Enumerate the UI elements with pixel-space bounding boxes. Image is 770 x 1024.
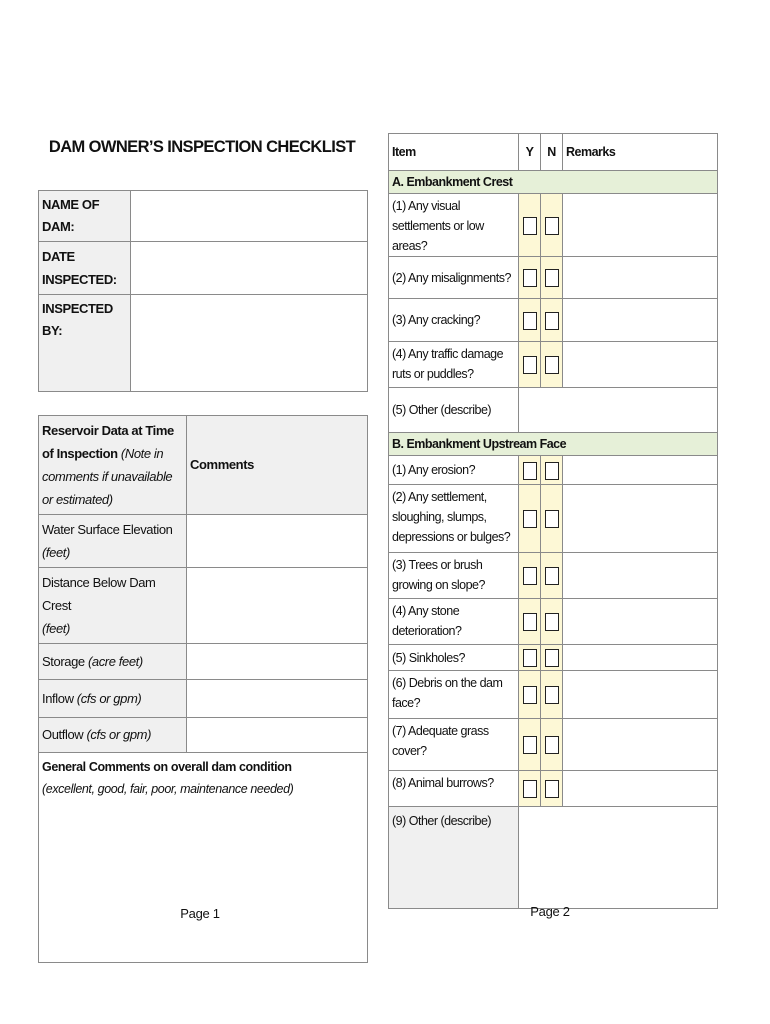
header-yes: Y xyxy=(519,134,541,171)
checklist-item: (2) Any settlement, sloughing, slumps, depressions or bulges? xyxy=(389,485,519,553)
outflow-unit: (cfs or gpm) xyxy=(86,727,152,742)
checklist-item: (1) Any erosion? xyxy=(389,456,519,485)
yes-checkbox[interactable] xyxy=(523,510,537,528)
no-checkbox[interactable] xyxy=(545,510,559,528)
remarks-field[interactable] xyxy=(563,553,718,599)
yes-checkbox[interactable] xyxy=(523,462,537,480)
no-checkbox-cell xyxy=(541,485,563,553)
yes-checkbox[interactable] xyxy=(523,567,537,585)
no-checkbox[interactable] xyxy=(545,462,559,480)
no-checkbox-cell xyxy=(541,553,563,599)
outflow-label: Outflow xyxy=(42,727,84,742)
no-checkbox-cell xyxy=(541,599,563,645)
yes-checkbox[interactable] xyxy=(523,356,537,374)
yes-checkbox-cell xyxy=(519,645,541,671)
yes-checkbox[interactable] xyxy=(523,736,537,754)
reservoir-row-label xyxy=(39,718,187,753)
yes-checkbox[interactable] xyxy=(523,686,537,704)
no-checkbox-cell xyxy=(541,719,563,771)
no-checkbox[interactable] xyxy=(545,312,559,330)
page-2-label: Page 2 xyxy=(530,904,570,919)
checklist-item: (5) Sinkholes? xyxy=(389,645,519,671)
checklist-item: (5) Other (describe) xyxy=(389,388,519,433)
yes-checkbox[interactable] xyxy=(523,269,537,287)
inspection-checklist-table xyxy=(388,133,718,909)
remarks-field[interactable] xyxy=(563,194,718,257)
no-checkbox[interactable] xyxy=(545,613,559,631)
yes-checkbox[interactable] xyxy=(523,217,537,235)
inflow-comment[interactable] xyxy=(187,680,368,718)
no-checkbox-cell xyxy=(541,342,563,388)
other-describe-field[interactable] xyxy=(519,388,718,433)
checklist-item: (8) Animal burrows? xyxy=(389,771,519,807)
checklist-item: (7) Adequate grass cover? xyxy=(389,719,519,771)
section-b-title: B. Embankment Upstream Face xyxy=(389,433,718,456)
reservoir-header xyxy=(39,416,187,515)
yes-checkbox[interactable] xyxy=(523,312,537,330)
remarks-field[interactable] xyxy=(563,342,718,388)
no-checkbox-cell xyxy=(541,645,563,671)
name-of-dam-field[interactable] xyxy=(131,191,368,242)
reservoir-row-label xyxy=(39,680,187,718)
inspected-by-label: INSPECTED BY: xyxy=(39,295,131,392)
no-checkbox[interactable] xyxy=(545,217,559,235)
page-title: DAM OWNER’S INSPECTION CHECKLIST xyxy=(48,138,356,156)
remarks-field[interactable] xyxy=(563,299,718,342)
yes-checkbox-cell xyxy=(519,456,541,485)
comments-header: Comments xyxy=(187,416,368,515)
yes-checkbox-cell xyxy=(519,771,541,807)
remarks-field[interactable] xyxy=(563,645,718,671)
header-item: Item xyxy=(389,134,519,171)
general-comments-note: (excellent, good, fair, poor, maintenance needed) xyxy=(42,782,294,796)
inflow-unit: (cfs or gpm) xyxy=(76,690,142,706)
yes-checkbox-cell xyxy=(519,485,541,553)
checklist-item: (2) Any misalignments? xyxy=(389,257,519,299)
yes-checkbox-cell xyxy=(519,719,541,771)
reservoir-row-label xyxy=(39,568,187,644)
yes-checkbox-cell xyxy=(519,257,541,299)
checklist-item: (6) Debris on the dam face? xyxy=(389,671,519,719)
reservoir-row-label xyxy=(39,644,187,680)
inspected-by-field[interactable] xyxy=(131,295,368,392)
yes-checkbox-cell xyxy=(519,671,541,719)
remarks-field[interactable] xyxy=(563,671,718,719)
storage-comment[interactable] xyxy=(187,644,368,680)
storage-label: Storage xyxy=(42,653,85,669)
water-surface-elevation-label: Water Surface Elevation xyxy=(42,522,173,537)
no-checkbox[interactable] xyxy=(545,686,559,704)
checklist-item: (4) Any traffic damage ruts or puddles? xyxy=(389,342,519,388)
distance-below-crest-label: Distance Below Dam Crest xyxy=(42,575,156,613)
yes-checkbox-cell xyxy=(519,299,541,342)
date-inspected-field[interactable] xyxy=(131,242,368,295)
yes-checkbox-cell xyxy=(519,342,541,388)
water-surface-elevation-unit: (feet) xyxy=(42,545,70,560)
general-comments-title: General Comments on overall dam condition xyxy=(42,760,292,774)
storage-unit: (acre feet) xyxy=(87,653,143,669)
other-describe-field[interactable] xyxy=(519,807,718,909)
reservoir-data-table xyxy=(38,415,368,963)
checklist-item: (4) Any stone deterioration? xyxy=(389,599,519,645)
no-checkbox-cell xyxy=(541,771,563,807)
reservoir-row-label xyxy=(39,515,187,568)
outflow-comment[interactable] xyxy=(187,718,368,753)
date-inspected-label: DATE INSPECTED: xyxy=(39,242,131,295)
section-a-title: A. Embankment Crest xyxy=(389,171,718,194)
no-checkbox[interactable] xyxy=(545,780,559,798)
distance-below-crest-unit: (feet) xyxy=(42,621,70,636)
remarks-field[interactable] xyxy=(563,257,718,299)
dam-info-table xyxy=(38,190,368,392)
checklist-item: (3) Any cracking? xyxy=(389,299,519,342)
yes-checkbox[interactable] xyxy=(523,780,537,798)
remarks-field[interactable] xyxy=(563,599,718,645)
no-checkbox-cell xyxy=(541,257,563,299)
checklist-item: (3) Trees or brush growing on slope? xyxy=(389,553,519,599)
inflow-label: Inflow xyxy=(42,690,74,706)
yes-checkbox[interactable] xyxy=(523,649,537,667)
remarks-field[interactable] xyxy=(563,485,718,553)
no-checkbox[interactable] xyxy=(545,356,559,374)
no-checkbox[interactable] xyxy=(545,567,559,585)
distance-below-crest-comment[interactable] xyxy=(187,568,368,644)
water-surface-elevation-comment[interactable] xyxy=(187,515,368,568)
remarks-field[interactable] xyxy=(563,719,718,771)
yes-checkbox-cell xyxy=(519,599,541,645)
remarks-field[interactable] xyxy=(563,771,718,807)
reservoir-header-title: Reservoir Data at Time of Inspection xyxy=(42,423,174,461)
no-checkbox-cell xyxy=(541,671,563,719)
checklist-item: (1) Any visual settlements or low areas? xyxy=(389,194,519,257)
reservoir-header-note: (Note in comments if unavailable or estimated) xyxy=(42,446,173,507)
no-checkbox-cell xyxy=(541,299,563,342)
general-comments-field[interactable] xyxy=(39,753,368,963)
remarks-field[interactable] xyxy=(563,456,718,485)
yes-checkbox[interactable] xyxy=(523,613,537,631)
no-checkbox-cell xyxy=(541,194,563,257)
header-remarks: Remarks xyxy=(563,134,718,171)
checklist-item: (9) Other (describe) xyxy=(389,807,519,909)
no-checkbox[interactable] xyxy=(545,269,559,287)
no-checkbox-cell xyxy=(541,456,563,485)
yes-checkbox-cell xyxy=(519,194,541,257)
name-of-dam-label: NAME OF DAM: xyxy=(39,191,131,242)
page-1-label: Page 1 xyxy=(180,906,220,921)
no-checkbox[interactable] xyxy=(545,649,559,667)
no-checkbox[interactable] xyxy=(545,736,559,754)
yes-checkbox-cell xyxy=(519,553,541,599)
header-no: N xyxy=(541,134,563,171)
